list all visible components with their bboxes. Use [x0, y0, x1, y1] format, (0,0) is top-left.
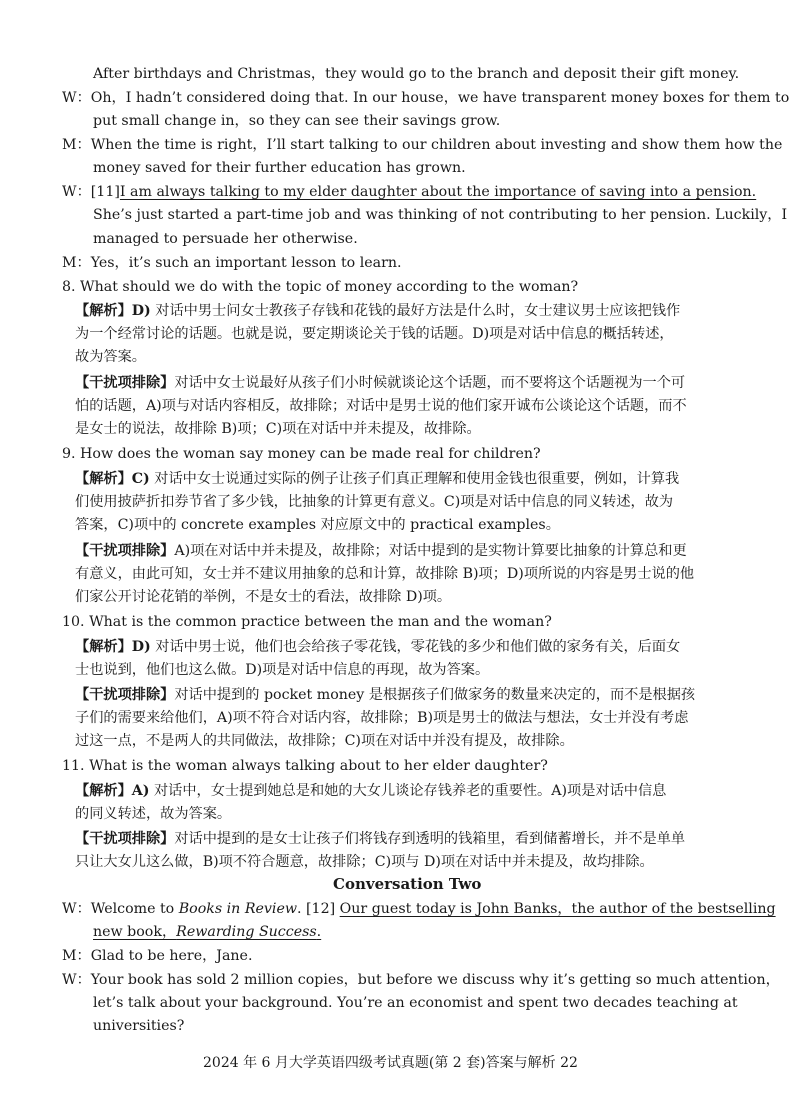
text-segment: 对话中提到的 pocket money 是根据孩子们做家务的数量来决定的，而不是根据孩: [174, 687, 696, 703]
text-line: [62, 969, 800, 991]
text-line: [75, 851, 800, 873]
text-line: [75, 586, 800, 608]
text-segment: let’s talk about your background. You’re an economist and spent two decades teaching at: [93, 995, 738, 1011]
text-line: [93, 204, 800, 226]
text-segment: 故为答案。: [75, 349, 146, 365]
text-line: [93, 63, 800, 85]
text-segment: managed to persuade her otherwise.: [93, 231, 358, 247]
text-segment: put small change in，so they can see their savings grow.: [93, 113, 501, 129]
text-segment: money saved for their further education has grown.: [93, 160, 466, 176]
text-line: [62, 252, 800, 274]
text-line: [75, 659, 800, 681]
text-line: [203, 1052, 800, 1074]
text-segment: 士也说到，他们也这么做。D)项是对话中信息的再现，故为答案。: [75, 662, 490, 678]
text-line: [62, 755, 800, 777]
text-line: [93, 921, 800, 943]
text-line: [75, 828, 800, 850]
text-segment: I am always talking to my elder daughter about the importance of saving into a pension.: [119, 184, 757, 200]
text-line: [75, 563, 800, 585]
text-segment: W：Oh，I hadn’t considered doing that. In our house，we have transparent money boxes for them to: [62, 90, 790, 106]
text-segment: 【解析】D): [75, 303, 151, 319]
text-line: [62, 945, 800, 967]
text-line: [93, 992, 800, 1014]
text-segment: Books in Review: [178, 901, 297, 917]
text-segment: Our guest today is John Banks，the author of the bestselling: [339, 901, 776, 917]
text-segment: A)项在对话中并未提及，故排除；对话中提到的是实物计算要比抽象的计算总和更: [174, 543, 687, 559]
text-segment: 2024 年 6 月大学英语四级考试真题(第 2 套)答案与解析 22: [203, 1055, 578, 1071]
text-segment: 【干扰项排除】: [75, 543, 175, 559]
text-segment: 8. What should we do with the topic of money according to the woman?: [62, 279, 579, 295]
text-segment: . [12]: [297, 901, 340, 917]
text-segment: 们使用披萨折扣券节省了多少钱，比抽象的计算更有意义。C)项是对话中信息的同义转述，故为: [75, 494, 674, 510]
text-line: [75, 780, 800, 802]
text-line: [75, 730, 800, 752]
text-line: [62, 276, 800, 298]
text-segment: 答案，C)项中的 concrete examples 对应原文中的 practical examples。: [75, 517, 560, 533]
text-segment: 11. What is the woman always talking about to her elder daughter?: [62, 758, 548, 774]
text-segment: 对话中，女士提到她总是和她的大女儿谈论存钱养老的重要性。A)项是对话中信息: [149, 783, 667, 799]
text-segment: 对话中男士说，他们也会给孩子零花钱，零花钱的多少和他们做的家务有关，后面女: [150, 639, 681, 655]
text-line: [75, 636, 800, 658]
text-segment: 过这一点，不是两人的共同做法，故排除；C)项在对话中并没有提及，故排除。: [75, 733, 574, 749]
text-segment: W：[11]: [62, 184, 120, 200]
text-segment: 9. How does the woman say money can be made real for children?: [62, 446, 541, 462]
text-segment: W：Welcome to: [62, 901, 179, 917]
text-segment: 10. What is the common practice between the man and the woman?: [62, 614, 552, 630]
text-line: [62, 87, 800, 109]
text-line: [75, 491, 800, 513]
text-segment: M：When the time is right，I’ll start talking to our children about investing and show them how the: [62, 137, 783, 153]
text-segment: 对话中提到的是女士让孩子们将钱存到透明的钱箱里，看到储蓄增长，并不是单单: [174, 831, 686, 847]
text-line: [62, 898, 800, 920]
text-segment: .: [316, 924, 322, 940]
text-segment: 【干扰项排除】: [75, 375, 175, 391]
text-line: [333, 873, 800, 895]
text-segment: 的同义转述，故为答案。: [75, 806, 232, 822]
text-line: [75, 300, 800, 322]
text-line: [75, 323, 800, 345]
text-segment: She’s just started a part-time job and was thinking of not contributing to her pension. Luckily，I: [93, 207, 788, 223]
text-segment: 【解析】D): [75, 639, 151, 655]
text-segment: 只让大女儿这么做，B)项不符合题意，故排除；C)项与 D)项在对话中并未提及，故均排除。: [75, 854, 654, 870]
text-segment: 们家公开讨论花销的举例，不是女士的看法，故排除 D)项。: [75, 589, 452, 605]
text-segment: 对话中女士说通过实际的例子让孩子们真正理解和使用金钱也很重要，例如，计算我: [149, 471, 680, 487]
text-segment: 对话中男士问女士教孩子存钱和花钱的最好方法是什么时，女士建议男士应该把钱作: [150, 303, 681, 319]
text-line: [75, 707, 800, 729]
text-segment: M：Glad to be here，Jane.: [62, 948, 253, 964]
text-line: [75, 418, 800, 440]
text-line: [62, 443, 800, 465]
text-segment: 有意义，由此可知，女士并不建议用抽象的总和计算，故排除 B)项；D)项所说的内容是男士说的他: [75, 566, 695, 582]
text-line: [75, 803, 800, 825]
text-line: [62, 134, 800, 156]
text-line: [62, 181, 800, 203]
text-line: [93, 157, 800, 179]
text-line: [75, 540, 800, 562]
text-segment: 【干扰项排除】: [75, 831, 175, 847]
text-segment: W：Your book has sold 2 million copies，but before we discuss why it’s getting so much attention，: [62, 972, 780, 988]
text-line: [75, 684, 800, 706]
text-segment: After birthdays and Christmas，they would go to the branch and deposit their gift money.: [93, 66, 740, 82]
text-segment: 【干扰项排除】: [75, 687, 175, 703]
text-segment: new book，: [93, 924, 177, 940]
text-line: [75, 514, 800, 536]
text-line: [93, 110, 800, 132]
text-segment: Conversation Two: [333, 875, 482, 893]
text-line: [75, 372, 800, 394]
text-line: [75, 346, 800, 368]
text-line: [62, 611, 800, 633]
text-segment: 对话中女士说最好从孩子们小时候就谈论这个话题，而不要将这个话题视为一个可: [174, 375, 686, 391]
text-line: [93, 1015, 800, 1037]
text-segment: M：Yes，it’s such an important lesson to learn.: [62, 255, 402, 271]
text-segment: 子们的需要来给他们，A)项不符合对话内容，故排除；B)项是男士的做法与想法，女士并没有考虑: [75, 710, 689, 726]
text-segment: Rewarding Success: [176, 924, 317, 940]
text-line: [75, 395, 800, 417]
text-segment: 为一个经常讨论的话题。也就是说，要定期谈论关于钱的话题。D)项是对话中信息的概括转述，: [75, 326, 674, 342]
text-segment: 【解析】C): [75, 471, 150, 487]
text-segment: universities?: [93, 1018, 185, 1034]
text-segment: 【解析】A): [75, 783, 150, 799]
text-line: [93, 228, 800, 250]
text-segment: 是女士的说法，故排除 B)项；C)项在对话中并未提及，故排除。: [75, 421, 481, 437]
text-line: [75, 468, 800, 490]
text-segment: 怕的话题，A)项与对话内容相反，故排除；对话中是男士说的他们家开诚布公谈论这个话题，而不: [75, 398, 687, 414]
